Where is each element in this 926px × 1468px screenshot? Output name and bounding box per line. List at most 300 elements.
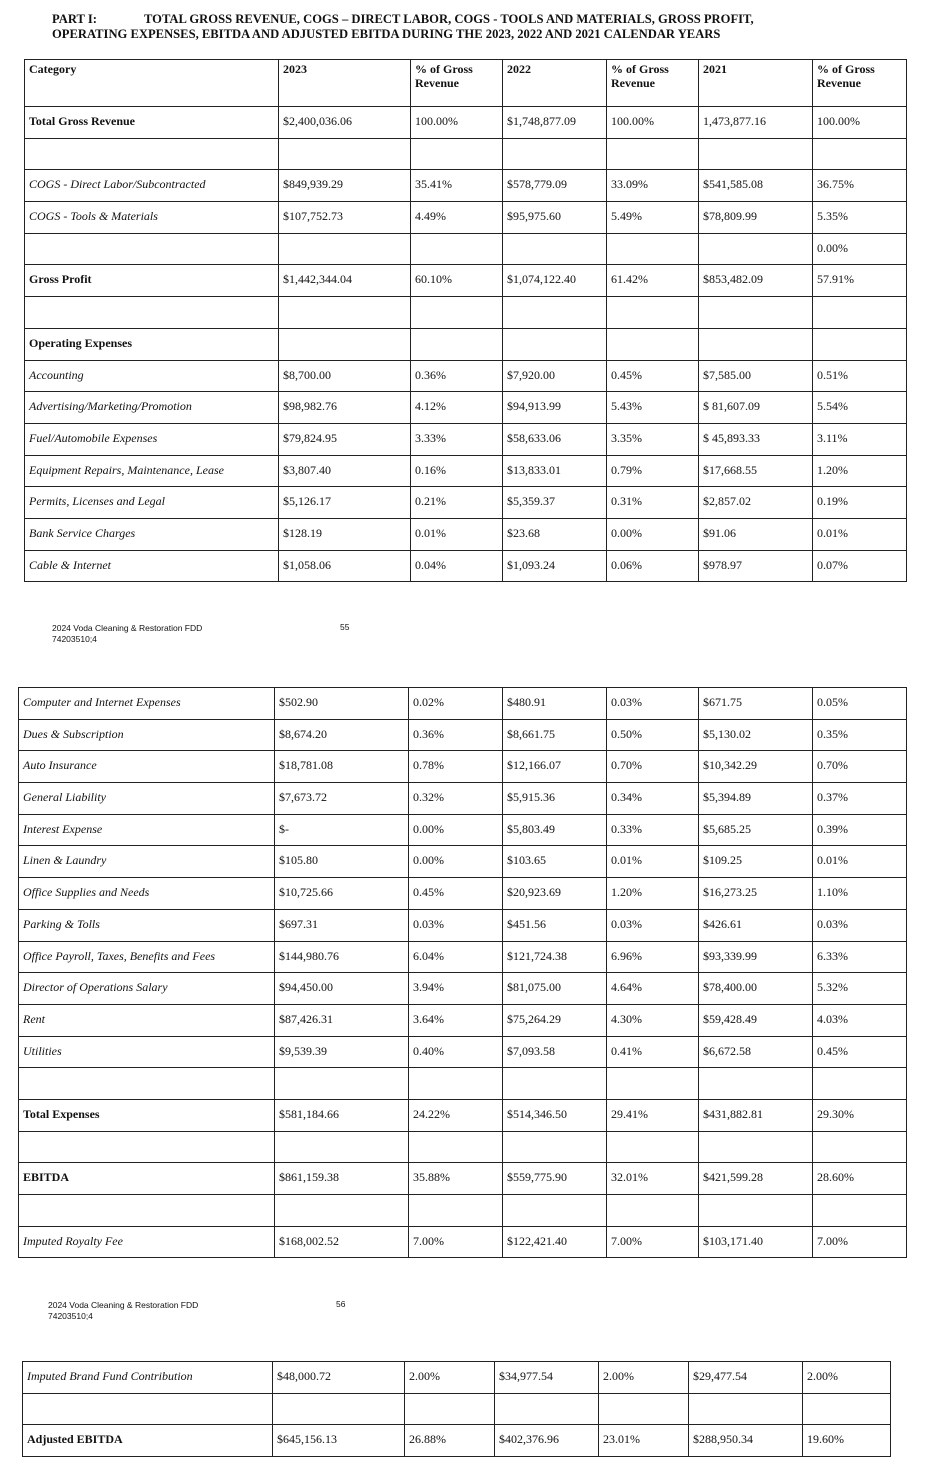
cell-value-2023: $645,156.13 (273, 1425, 405, 1457)
cell-pct-2021: 1.20% (813, 455, 907, 487)
cell-value-2021 (699, 138, 813, 170)
cell-category: Adjusted EBITDA (23, 1425, 273, 1457)
cell-pct-2021: 0.01% (813, 518, 907, 550)
cell-value-2022: $514,346.50 (503, 1099, 607, 1131)
cell-pct-2022 (607, 138, 699, 170)
table-row (25, 392, 907, 424)
cell-category: Permits, Licenses and Legal (25, 487, 279, 519)
cell-value-2022: $122,421.40 (503, 1226, 607, 1258)
cell-pct-2021: 0.39% (813, 814, 907, 846)
cell-pct-2023: 3.64% (409, 1004, 503, 1036)
cell-pct-2023: 0.78% (409, 751, 503, 783)
cell-value-2021 (689, 1393, 803, 1425)
cell-value-2021: $ 81,607.09 (699, 392, 813, 424)
cell-value-2023: $79,824.95 (279, 423, 411, 455)
cell-value-2023: $849,939.29 (279, 170, 411, 202)
table-row (25, 328, 907, 360)
cell-pct-2022: 0.01% (607, 846, 699, 878)
cell-value-2021: $978.97 (699, 550, 813, 582)
cell-pct-2021: 0.37% (813, 783, 907, 815)
table-row (19, 751, 907, 783)
cell-pct-2022: 7.00% (607, 1226, 699, 1258)
cell-pct-2021 (813, 1131, 907, 1163)
table-header-row (25, 60, 907, 107)
cell-value-2023 (275, 1068, 409, 1100)
cell-pct-2022: 0.70% (607, 751, 699, 783)
cell-category: Fuel/Automobile Expenses (25, 423, 279, 455)
cell-value-2022: $451.56 (503, 909, 607, 941)
cell-value-2021: $671.75 (699, 688, 813, 720)
cell-value-2021: $431,882.81 (699, 1099, 813, 1131)
page-number: 55 (340, 622, 350, 632)
cell-category (25, 297, 279, 329)
cell-category: Office Payroll, Taxes, Benefits and Fees (19, 941, 275, 973)
cell-pct-2023: 0.40% (409, 1036, 503, 1068)
cell-value-2022: $5,359.37 (503, 487, 607, 519)
cell-pct-2021: 0.45% (813, 1036, 907, 1068)
cell-value-2022: $20,923.69 (503, 878, 607, 910)
cell-value-2021: $78,400.00 (699, 973, 813, 1005)
cell-pct-2021: 0.51% (813, 360, 907, 392)
cell-category: Operating Expenses (25, 328, 279, 360)
cell-pct-2022: 4.30% (607, 1004, 699, 1036)
cell-pct-2022: 23.01% (599, 1425, 689, 1457)
cell-category: General Liability (19, 783, 275, 815)
header-pct-2021: % of Gross Revenue (813, 60, 907, 107)
cell-pct-2021: 7.00% (813, 1226, 907, 1258)
cell-category (19, 1068, 275, 1100)
cell-value-2023: $48,000.72 (273, 1362, 405, 1394)
cell-pct-2023 (411, 138, 503, 170)
cell-value-2023: $1,442,344.04 (279, 265, 411, 297)
cell-value-2021 (699, 1131, 813, 1163)
cell-pct-2023: 26.88% (405, 1425, 495, 1457)
cell-category (25, 138, 279, 170)
table-row (19, 1099, 907, 1131)
table-row (25, 455, 907, 487)
cell-pct-2022: 4.64% (607, 973, 699, 1005)
header-pct-2023: % of Gross Revenue (411, 60, 503, 107)
table-row (25, 518, 907, 550)
cell-pct-2023: 3.33% (411, 423, 503, 455)
cell-pct-2021: 28.60% (813, 1163, 907, 1195)
cell-value-2022: $578,779.09 (503, 170, 607, 202)
cell-pct-2023: 0.32% (409, 783, 503, 815)
cell-pct-2023 (409, 1131, 503, 1163)
table-row (25, 170, 907, 202)
cell-pct-2023: 35.41% (411, 170, 503, 202)
cell-value-2021: $109.25 (699, 846, 813, 878)
cell-value-2023 (275, 1195, 409, 1227)
cell-value-2021 (699, 328, 813, 360)
cell-value-2023: $168,002.52 (275, 1226, 409, 1258)
cell-pct-2022: 1.20% (607, 878, 699, 910)
cell-value-2023 (273, 1393, 405, 1425)
cell-pct-2022: 0.03% (607, 688, 699, 720)
cell-pct-2023: 0.36% (411, 360, 503, 392)
cell-pct-2022: 0.33% (607, 814, 699, 846)
cell-value-2021: $421,599.28 (699, 1163, 813, 1195)
cell-category: Gross Profit (25, 265, 279, 297)
cell-category: Office Supplies and Needs (19, 878, 275, 910)
cell-value-2022: $12,166.07 (503, 751, 607, 783)
cell-pct-2023 (409, 1068, 503, 1100)
cell-category: Auto Insurance (19, 751, 275, 783)
cell-pct-2023: 100.00% (411, 107, 503, 139)
cell-pct-2022: 29.41% (607, 1099, 699, 1131)
cell-pct-2022: 0.06% (607, 550, 699, 582)
footer-document-id: 74203510;4 (52, 634, 97, 644)
financial-table-part-2 (18, 687, 907, 1258)
cell-pct-2021: 0.07% (813, 550, 907, 582)
financial-table-part-3 (22, 1361, 891, 1457)
cell-value-2022: $121,724.38 (503, 941, 607, 973)
cell-value-2021: $29,477.54 (689, 1362, 803, 1394)
table-row (25, 423, 907, 455)
cell-pct-2021: 0.03% (813, 909, 907, 941)
cell-value-2022: $1,748,877.09 (503, 107, 607, 139)
cell-pct-2022: 100.00% (607, 107, 699, 139)
cell-category: Director of Operations Salary (19, 973, 275, 1005)
cell-pct-2022: 0.03% (607, 909, 699, 941)
table-row (25, 360, 907, 392)
cell-pct-2023: 0.00% (409, 814, 503, 846)
cell-pct-2023 (411, 297, 503, 329)
cell-pct-2022: 5.49% (607, 202, 699, 234)
cell-value-2023: $7,673.72 (275, 783, 409, 815)
cell-value-2022 (503, 233, 607, 265)
cell-pct-2021: 36.75% (813, 170, 907, 202)
cell-value-2022: $75,264.29 (503, 1004, 607, 1036)
cell-category: Imputed Brand Fund Contribution (23, 1362, 273, 1394)
cell-value-2022: $23.68 (503, 518, 607, 550)
cell-pct-2021: 5.35% (813, 202, 907, 234)
financial-table-part-1 (24, 59, 907, 582)
cell-pct-2022: 0.00% (607, 518, 699, 550)
cell-category: Bank Service Charges (25, 518, 279, 550)
cell-value-2022 (503, 1195, 607, 1227)
cell-value-2022: $13,833.01 (503, 455, 607, 487)
cell-pct-2023: 0.04% (411, 550, 503, 582)
cell-value-2023: $105.80 (275, 846, 409, 878)
cell-category: Equipment Repairs, Maintenance, Lease (25, 455, 279, 487)
cell-value-2021: $17,668.55 (699, 455, 813, 487)
cell-value-2021: $5,130.02 (699, 719, 813, 751)
cell-pct-2021: 5.32% (813, 973, 907, 1005)
cell-value-2021: $426.61 (699, 909, 813, 941)
table-row (19, 688, 907, 720)
cell-value-2021 (699, 233, 813, 265)
cell-category (19, 1131, 275, 1163)
cell-pct-2022: 32.01% (607, 1163, 699, 1195)
cell-pct-2023 (409, 1195, 503, 1227)
cell-value-2021: $7,585.00 (699, 360, 813, 392)
cell-value-2021: 1,473,877.16 (699, 107, 813, 139)
cell-pct-2023: 0.16% (411, 455, 503, 487)
cell-pct-2021 (813, 328, 907, 360)
cell-pct-2023: 0.45% (409, 878, 503, 910)
cell-value-2021: $5,685.25 (699, 814, 813, 846)
table-row (19, 941, 907, 973)
cell-value-2021: $541,585.08 (699, 170, 813, 202)
cell-value-2023: $697.31 (275, 909, 409, 941)
cell-pct-2022: 0.31% (607, 487, 699, 519)
cell-value-2022: $480.91 (503, 688, 607, 720)
cell-value-2022: $94,913.99 (503, 392, 607, 424)
cell-value-2022: $5,803.49 (503, 814, 607, 846)
part-label: PART I: (52, 12, 97, 26)
cell-pct-2023: 24.22% (409, 1099, 503, 1131)
cell-category: COGS - Tools & Materials (25, 202, 279, 234)
cell-pct-2022: 0.79% (607, 455, 699, 487)
cell-category: Total Gross Revenue (25, 107, 279, 139)
cell-pct-2021: 0.19% (813, 487, 907, 519)
footer-document-name: 2024 Voda Cleaning & Restoration FDD (48, 1300, 199, 1310)
cell-value-2023: $107,752.73 (279, 202, 411, 234)
cell-category: Advertising/Marketing/Promotion (25, 392, 279, 424)
table-row (25, 107, 907, 139)
cell-category: Interest Expense (19, 814, 275, 846)
cell-pct-2021: 57.91% (813, 265, 907, 297)
cell-value-2023: $87,426.31 (275, 1004, 409, 1036)
cell-pct-2023: 35.88% (409, 1163, 503, 1195)
cell-pct-2021: 0.35% (813, 719, 907, 751)
header-pct-2022: % of Gross Revenue (607, 60, 699, 107)
page-number: 56 (336, 1299, 346, 1309)
cell-pct-2022 (607, 233, 699, 265)
cell-value-2021: $59,428.49 (699, 1004, 813, 1036)
table-row (19, 973, 907, 1005)
cell-value-2023 (279, 138, 411, 170)
cell-value-2023: $18,781.08 (275, 751, 409, 783)
footer-document-id: 74203510;4 (48, 1311, 93, 1321)
cell-value-2021 (699, 1068, 813, 1100)
table-row (23, 1425, 891, 1457)
table-row (19, 814, 907, 846)
header-2022: 2022 (503, 60, 607, 107)
cell-value-2022: $103.65 (503, 846, 607, 878)
cell-category (25, 233, 279, 265)
page-footer-55 (52, 623, 202, 645)
cell-value-2023: $8,674.20 (275, 719, 409, 751)
cell-pct-2022: 33.09% (607, 170, 699, 202)
cell-category: Rent (19, 1004, 275, 1036)
cell-pct-2022 (607, 328, 699, 360)
cell-value-2023: $9,539.39 (275, 1036, 409, 1068)
cell-pct-2022: 3.35% (607, 423, 699, 455)
cell-value-2022: $8,661.75 (503, 719, 607, 751)
cell-value-2021: $91.06 (699, 518, 813, 550)
cell-value-2021: $2,857.02 (699, 487, 813, 519)
cell-pct-2023: 0.01% (411, 518, 503, 550)
cell-category: EBITDA (19, 1163, 275, 1195)
cell-pct-2023: 7.00% (409, 1226, 503, 1258)
cell-value-2023: $581,184.66 (275, 1099, 409, 1131)
cell-value-2022: $81,075.00 (503, 973, 607, 1005)
page-footer-56 (48, 1300, 198, 1322)
cell-pct-2022: 0.34% (607, 783, 699, 815)
cell-value-2022 (503, 297, 607, 329)
cell-category (23, 1393, 273, 1425)
cell-category: Utilities (19, 1036, 275, 1068)
cell-value-2023 (275, 1131, 409, 1163)
cell-value-2022 (503, 328, 607, 360)
cell-value-2022 (503, 1131, 607, 1163)
cell-pct-2023: 4.49% (411, 202, 503, 234)
cell-category: Accounting (25, 360, 279, 392)
cell-value-2022: $7,093.58 (503, 1036, 607, 1068)
cell-pct-2021 (813, 138, 907, 170)
cell-pct-2022: 5.43% (607, 392, 699, 424)
cell-pct-2022: 61.42% (607, 265, 699, 297)
cell-value-2023: $98,982.76 (279, 392, 411, 424)
cell-category (19, 1195, 275, 1227)
cell-pct-2021: 100.00% (813, 107, 907, 139)
cell-value-2022: $1,093.24 (503, 550, 607, 582)
table-row (19, 1226, 907, 1258)
table-row (19, 846, 907, 878)
cell-value-2021: $288,950.34 (689, 1425, 803, 1457)
cell-pct-2022: 6.96% (607, 941, 699, 973)
cell-pct-2021: 0.70% (813, 751, 907, 783)
cell-value-2022: $402,376.96 (495, 1425, 599, 1457)
document-heading (52, 12, 902, 42)
cell-value-2022 (503, 1068, 607, 1100)
heading-line-2: OPERATING EXPENSES, EBITDA AND ADJUSTED EBITDA DURING THE 2023, 2022 AND 2021 CALENDAR YEARS (52, 27, 721, 41)
header-2021: 2021 (699, 60, 813, 107)
cell-value-2023: $1,058.06 (279, 550, 411, 582)
cell-pct-2021: 6.33% (813, 941, 907, 973)
spacer-row (25, 297, 907, 329)
cell-category: Cable & Internet (25, 550, 279, 582)
header-2023: 2023 (279, 60, 411, 107)
cell-pct-2023 (411, 233, 503, 265)
cell-value-2022: $559,775.90 (503, 1163, 607, 1195)
cell-value-2022: $95,975.60 (503, 202, 607, 234)
footer-document-name: 2024 Voda Cleaning & Restoration FDD (52, 623, 203, 633)
cell-pct-2021: 0.05% (813, 688, 907, 720)
table-row (23, 1362, 891, 1394)
cell-pct-2022: 0.45% (607, 360, 699, 392)
table-row (25, 233, 907, 265)
cell-pct-2023: 3.94% (409, 973, 503, 1005)
cell-pct-2021 (803, 1393, 891, 1425)
table-row (19, 1036, 907, 1068)
cell-value-2021: $16,273.25 (699, 878, 813, 910)
cell-value-2023 (279, 328, 411, 360)
cell-value-2023: $10,725.66 (275, 878, 409, 910)
cell-value-2023: $2,400,036.06 (279, 107, 411, 139)
cell-pct-2021: 5.54% (813, 392, 907, 424)
table-row (19, 1163, 907, 1195)
cell-category: Total Expenses (19, 1099, 275, 1131)
cell-pct-2023: 0.00% (409, 846, 503, 878)
cell-value-2022: $7,920.00 (503, 360, 607, 392)
cell-value-2023: $5,126.17 (279, 487, 411, 519)
spacer-row (19, 1131, 907, 1163)
cell-value-2023: $94,450.00 (275, 973, 409, 1005)
cell-category: Linen & Laundry (19, 846, 275, 878)
cell-pct-2022 (607, 1131, 699, 1163)
cell-pct-2021 (813, 1195, 907, 1227)
cell-pct-2021: 1.10% (813, 878, 907, 910)
cell-value-2022: $1,074,122.40 (503, 265, 607, 297)
cell-value-2023: $144,980.76 (275, 941, 409, 973)
table-row (19, 909, 907, 941)
cell-pct-2021: 2.00% (803, 1362, 891, 1394)
cell-category: Parking & Tolls (19, 909, 275, 941)
cell-pct-2022: 0.41% (607, 1036, 699, 1068)
spacer-row (23, 1393, 891, 1425)
table-row (25, 487, 907, 519)
cell-pct-2023: 0.21% (411, 487, 503, 519)
cell-pct-2021: 0.00% (813, 233, 907, 265)
cell-value-2022 (503, 138, 607, 170)
cell-pct-2022 (607, 1068, 699, 1100)
spacer-row (19, 1068, 907, 1100)
cell-pct-2023: 0.02% (409, 688, 503, 720)
cell-value-2023: $8,700.00 (279, 360, 411, 392)
cell-value-2022: $5,915.36 (503, 783, 607, 815)
cell-pct-2021: 3.11% (813, 423, 907, 455)
table-row (19, 719, 907, 751)
cell-value-2021: $10,342.29 (699, 751, 813, 783)
cell-value-2023: $861,159.38 (275, 1163, 409, 1195)
cell-value-2023 (279, 233, 411, 265)
cell-pct-2022: 0.50% (607, 719, 699, 751)
cell-value-2021 (699, 297, 813, 329)
cell-category: Dues & Subscription (19, 719, 275, 751)
cell-pct-2021: 29.30% (813, 1099, 907, 1131)
cell-pct-2023: 60.10% (411, 265, 503, 297)
cell-pct-2022 (599, 1393, 689, 1425)
cell-value-2021: $103,171.40 (699, 1226, 813, 1258)
cell-category: Imputed Royalty Fee (19, 1226, 275, 1258)
cell-value-2021: $93,339.99 (699, 941, 813, 973)
table-row (25, 202, 907, 234)
cell-pct-2021 (813, 297, 907, 329)
header-category: Category (25, 60, 279, 107)
cell-pct-2021 (813, 1068, 907, 1100)
cell-pct-2021: 19.60% (803, 1425, 891, 1457)
cell-value-2021: $78,809.99 (699, 202, 813, 234)
cell-value-2021 (699, 1195, 813, 1227)
cell-value-2021: $ 45,893.33 (699, 423, 813, 455)
cell-value-2023 (279, 297, 411, 329)
cell-pct-2023: 6.04% (409, 941, 503, 973)
cell-value-2023: $128.19 (279, 518, 411, 550)
table-row (19, 783, 907, 815)
cell-pct-2023: 0.36% (409, 719, 503, 751)
cell-value-2023: $- (275, 814, 409, 846)
cell-pct-2022 (607, 297, 699, 329)
cell-value-2021: $5,394.89 (699, 783, 813, 815)
cell-pct-2023: 4.12% (411, 392, 503, 424)
cell-pct-2023 (411, 328, 503, 360)
cell-pct-2023 (405, 1393, 495, 1425)
cell-value-2022: $58,633.06 (503, 423, 607, 455)
spacer-row (19, 1195, 907, 1227)
cell-pct-2022 (607, 1195, 699, 1227)
cell-value-2022 (495, 1393, 599, 1425)
table-row (25, 550, 907, 582)
cell-category: Computer and Internet Expenses (19, 688, 275, 720)
cell-pct-2021: 0.01% (813, 846, 907, 878)
cell-pct-2021: 4.03% (813, 1004, 907, 1036)
table-row (19, 878, 907, 910)
cell-pct-2023: 2.00% (405, 1362, 495, 1394)
heading-line-1: TOTAL GROSS REVENUE, COGS – DIRECT LABOR, COGS - TOOLS AND MATERIALS, GROSS PROFIT, (144, 12, 754, 26)
